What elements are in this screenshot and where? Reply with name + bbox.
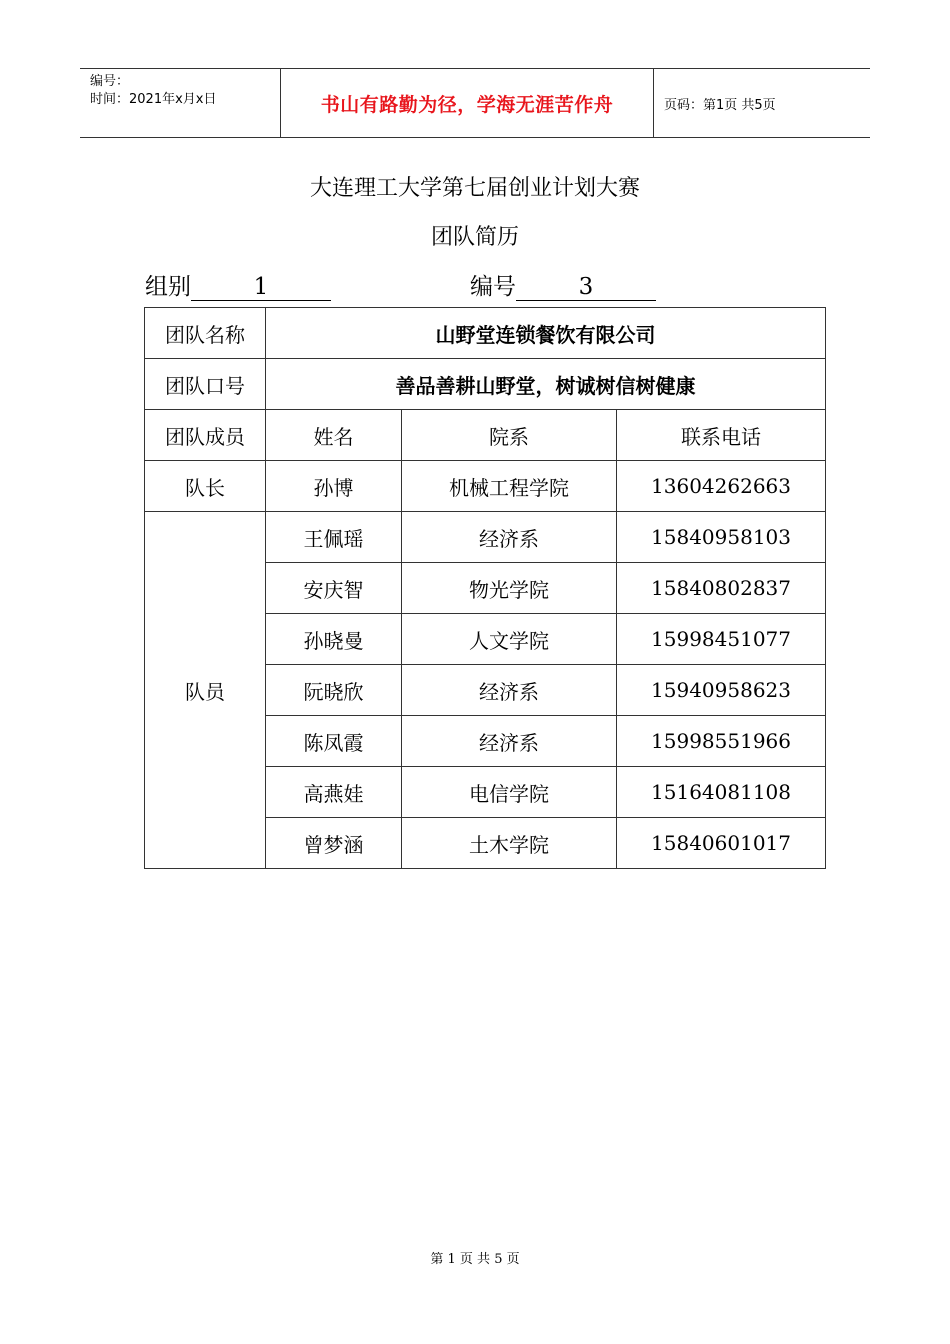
document-subtitle: 团队简历 bbox=[430, 225, 519, 250]
page-footer: 第 1 页 共 5 页 bbox=[430, 1252, 520, 1267]
table-header-row bbox=[145, 410, 826, 461]
member-name: 陈凤霞 bbox=[266, 716, 402, 767]
page-header bbox=[80, 68, 870, 138]
header-meta bbox=[80, 69, 281, 137]
group-label: 组别 bbox=[145, 274, 191, 300]
column-header-name: 姓名 bbox=[266, 410, 402, 461]
column-header-dept: 院系 bbox=[402, 410, 617, 461]
member-phone: 15840601017 bbox=[617, 818, 826, 869]
member-name: 曾梦涵 bbox=[266, 818, 402, 869]
member-dept: 机械工程学院 bbox=[402, 461, 617, 512]
header-number: 编号： bbox=[90, 74, 130, 89]
member-name: 孙晓曼 bbox=[266, 614, 402, 665]
member-name: 高燕娃 bbox=[266, 767, 402, 818]
member-dept: 人文学院 bbox=[402, 614, 617, 665]
member-dept: 土木学院 bbox=[402, 818, 617, 869]
team-name-value: 山野堂连锁餐饮有限公司 bbox=[266, 308, 826, 359]
member-phone: 15940958623 bbox=[617, 665, 826, 716]
team-slogan-value: 善品善耕山野堂，树诚树信树健康 bbox=[266, 359, 826, 410]
number-field bbox=[470, 268, 656, 301]
member-dept: 物光学院 bbox=[402, 563, 617, 614]
member-phone: 15840802837 bbox=[617, 563, 826, 614]
group-value: 1 bbox=[191, 274, 331, 301]
member-label: 队员 bbox=[145, 512, 266, 869]
number-label: 编号 bbox=[470, 274, 516, 300]
table-row bbox=[145, 461, 826, 512]
team-slogan-label: 团队口号 bbox=[145, 359, 266, 410]
table-row bbox=[145, 512, 826, 563]
captain-label: 队长 bbox=[145, 461, 266, 512]
member-phone: 15998451077 bbox=[617, 614, 826, 665]
member-name: 安庆智 bbox=[266, 563, 402, 614]
member-phone: 15998551966 bbox=[617, 716, 826, 767]
table-row bbox=[145, 359, 826, 410]
team-resume-table bbox=[144, 307, 826, 869]
header-time: 时间：2021年x月x日 bbox=[90, 92, 217, 107]
member-phone: 15840958103 bbox=[617, 512, 826, 563]
header-motto: 书山有路勤为径，学海无涯苦作舟 bbox=[281, 69, 654, 137]
member-dept: 经济系 bbox=[402, 512, 617, 563]
member-name: 王佩瑶 bbox=[266, 512, 402, 563]
header-page-code: 页码：第1页 共5页 bbox=[664, 97, 776, 113]
member-name: 阮晓欣 bbox=[266, 665, 402, 716]
column-header-phone: 联系电话 bbox=[617, 410, 826, 461]
member-dept: 经济系 bbox=[402, 665, 617, 716]
team-members-label: 团队成员 bbox=[145, 410, 266, 461]
member-dept: 电信学院 bbox=[402, 767, 617, 818]
team-name-label: 团队名称 bbox=[145, 308, 266, 359]
member-phone: 13604262663 bbox=[617, 461, 826, 512]
member-phone: 15164081108 bbox=[617, 767, 826, 818]
table-row bbox=[145, 308, 826, 359]
member-dept: 经济系 bbox=[402, 716, 617, 767]
member-name: 孙博 bbox=[266, 461, 402, 512]
group-field bbox=[145, 268, 331, 301]
number-value: 3 bbox=[516, 274, 656, 301]
document-title: 大连理工大学第七届创业计划大赛 bbox=[309, 176, 640, 201]
